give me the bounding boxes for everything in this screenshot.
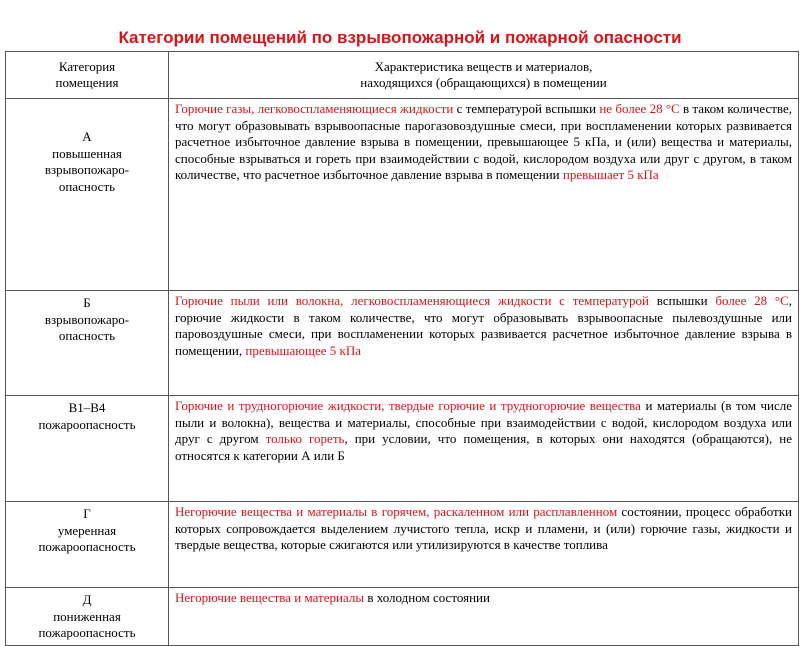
highlighted-text: Негорючие вещества и материалы [175, 590, 365, 605]
description-text: вспышки [649, 293, 716, 308]
category-line: пожароопасность [38, 539, 136, 554]
characteristic-cell [169, 502, 799, 588]
category-line: повышенная [52, 145, 122, 161]
category-cell [6, 291, 169, 396]
category-cell [6, 502, 169, 588]
category-letter: В1–В4 [68, 400, 106, 415]
description-text: , горючие жидкости в таком количестве, что могут образовывать взрывоопасные пылевоздушные или паровоздушные смеси, при воспламенении которых развивается расчетное избыточное давление взрыва в помещении, [175, 293, 793, 358]
table-row [6, 99, 799, 291]
category-line: умеренная [57, 522, 117, 538]
characteristic-cell [169, 396, 799, 502]
table-row [6, 588, 799, 646]
table-header-row [6, 52, 799, 99]
characteristic-cell [169, 291, 799, 396]
category-line: пожароопасность [38, 625, 136, 640]
header-line: находящихся (обращающихся) в помещении [360, 75, 607, 90]
description-text: , при условии, что помещения, в которых они находятся (обращаются), не относятся к категории А или Б [175, 431, 792, 463]
category-letter: Б [83, 295, 91, 310]
categories-table [5, 51, 799, 646]
header-line: Категория [58, 58, 116, 74]
highlighted-text: превышающее 5 кПа [245, 342, 361, 358]
description-text: в холодном состоянии [364, 590, 490, 605]
category-line: пожароопасность [38, 416, 136, 432]
highlighted-text: не более 28 °С [599, 101, 680, 116]
table-row [6, 502, 799, 588]
characteristic-cell [169, 588, 799, 646]
category-line: взрывопожаро- [44, 311, 130, 327]
category-letter: Г [83, 506, 91, 521]
characteristic-cell [169, 99, 799, 291]
category-cell [6, 99, 169, 291]
page-title: Категории помещений по взрывопожарной и пожарной опасности [118, 28, 682, 47]
highlighted-text: более 28 °С [715, 293, 789, 308]
category-line: опасность [58, 328, 116, 343]
characteristic-column-header [169, 52, 799, 99]
highlighted-text: Горючие пыли или волокна, легковоспламеняющиеся жидкости с температурой [175, 293, 650, 308]
category-line: пониженная [53, 608, 121, 624]
category-cell [6, 396, 169, 502]
description-text: в таком количестве, что могут образовывать взрывоопасные парогазовоздушные смеси, при воспламенении которых развивается расчетное избыточное давление взрыва в помещении, превышающее 5 кПа, и (или) вещества и материалы, способные взрываться и гореть при взаимодействии с водой, кислородом воздуха или друг с другом, в таком количестве, что расчетное избыточное давление взрыва в помещении [175, 101, 792, 182]
highlighted-text: Негорючие вещества и материалы в горячем, раскаленном или расплавленном [175, 504, 618, 519]
table-row [6, 396, 799, 502]
table-row [6, 291, 799, 396]
description-text: с температурой вспышки [453, 101, 600, 116]
description-text: состоянии, процесс обработки которых сопровождается выделением лучистого тепла, искр и пламени, и (или) горючие газы, жидкости и твердые вещества, которые сжигаются или утилизируются в качестве топлива [175, 504, 792, 552]
category-letter: Д [82, 592, 92, 607]
highlighted-text: превышает 5 кПа [562, 167, 659, 182]
category-line: опасность [58, 178, 116, 194]
header-line: помещения [55, 75, 119, 90]
highlighted-text: Горючие и трудногорючие жидкости, твердые горючие и трудногорючие вещества [175, 398, 641, 413]
category-cell [6, 588, 169, 646]
category-column-header [6, 52, 169, 99]
highlighted-text: Горючие газы, легковоспламеняющиеся жидкости [175, 101, 454, 116]
category-line: взрывопожаро- [44, 162, 130, 177]
highlighted-text: только гореть [265, 431, 345, 446]
description-text: и материалы (в том числе пыли и волокна), вещества и материалы, способные при взаимодействии с водой, кислородом воздуха или друг с другом [175, 398, 793, 446]
header-line: Характеристика веществ и материалов, [374, 58, 593, 74]
category-letter: А [82, 129, 92, 144]
